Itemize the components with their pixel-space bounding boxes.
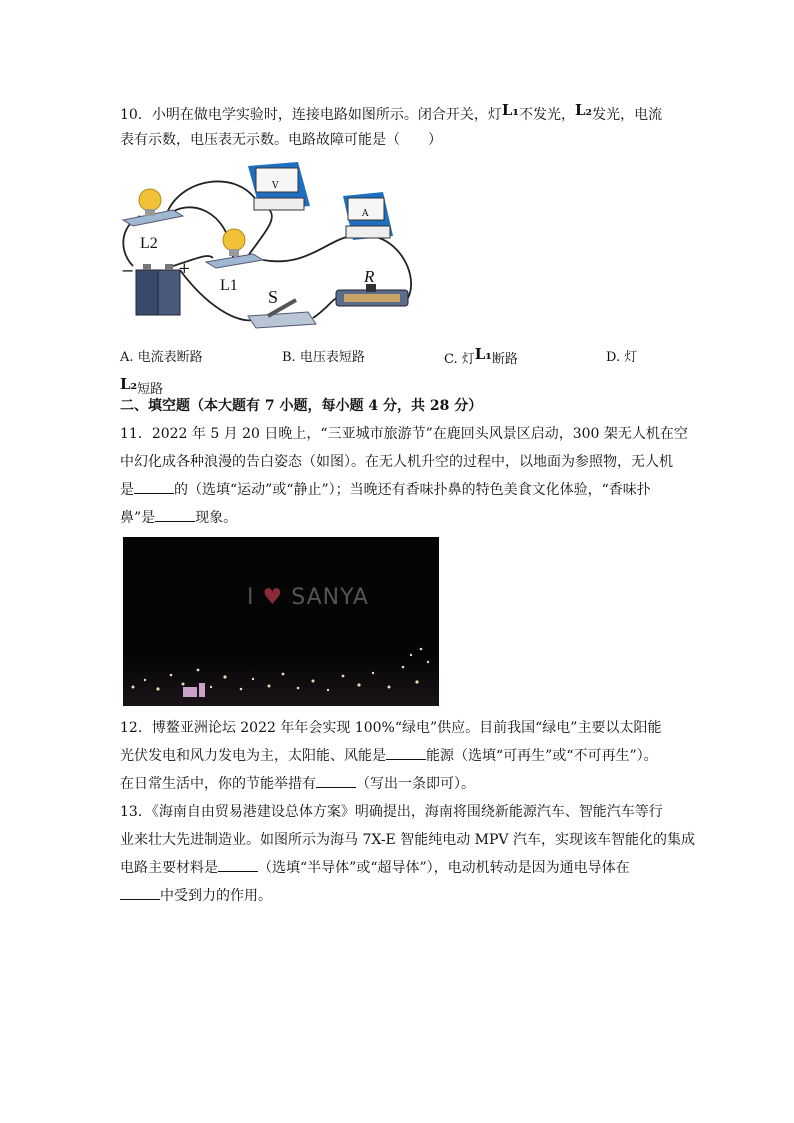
answer-blank[interactable]	[386, 747, 426, 760]
answer-blank[interactable]	[155, 509, 195, 522]
label-L1: L1	[220, 277, 238, 294]
option-d-prefix: D. 灯	[606, 350, 638, 365]
symbol-L2: L₂	[120, 375, 138, 393]
q11-line4	[120, 508, 237, 528]
q10-text-a: 10．小明在做电学实验时，连接电路如图所示。闭合开关，灯	[120, 107, 502, 123]
q11-text-b: 的（选填“运动”或“静止”）；当晚还有香味扑鼻的特色美食文化体验，“香味扑	[174, 482, 651, 498]
bulb-L2	[123, 189, 183, 226]
q11-text-d: 现象。	[195, 510, 238, 526]
q10-text-c: 发光，电流	[592, 107, 663, 123]
q13-text-b: （选填“半导体”或“超导体”），电动机转动是因为通电导体在	[258, 860, 630, 876]
drone-word-sanya: SANYA	[291, 585, 369, 610]
battery	[136, 264, 180, 315]
rheostat	[336, 284, 408, 306]
voltmeter	[248, 162, 310, 210]
q10-line2: 表有示数，电压表无示数。电路故障可能是（ ）	[120, 132, 442, 148]
symbol-L1: L₁	[501, 101, 519, 119]
q12-text-c: 在日常生活中，你的节能举措有	[120, 776, 316, 792]
label-L2: L2	[140, 235, 158, 252]
q10-text-b: 不发光，	[518, 107, 575, 123]
answer-blank[interactable]	[134, 481, 174, 494]
symbol-L2: L₂	[574, 101, 593, 119]
answer-blank[interactable]	[120, 887, 160, 900]
option-d-suffix: 短路	[137, 382, 164, 397]
q13-line4	[120, 886, 272, 906]
option-c-prefix: C. 灯	[444, 352, 475, 367]
q12-text-d: （写出一条即可）。	[356, 776, 475, 792]
q11-text-c: 鼻”是	[120, 510, 156, 526]
q10-line1	[120, 101, 663, 125]
heart-icon: ♥	[262, 585, 284, 610]
q11-text-a: 是	[120, 482, 134, 498]
option-c	[444, 345, 518, 370]
q12-text-a: 光伏发电和风力发电为主，太阳能、风能是	[120, 748, 386, 764]
drone-show-photo	[123, 537, 439, 706]
q11-line3	[120, 480, 651, 500]
label-minus: −	[121, 261, 135, 280]
symbol-L1: L₁	[474, 345, 492, 363]
city-lights	[123, 537, 439, 706]
q11-line2: 中幻化成各种浪漫的告白姿态（如图）。在无人机升空的过程中，以地面为参照物，无人机	[120, 454, 673, 470]
option-a: A. 电流表断路	[120, 350, 203, 365]
q13-line3	[120, 858, 630, 878]
q13-text-a: 电路主要材料是	[120, 860, 218, 876]
label-S: S	[268, 287, 279, 307]
option-c-suffix: 断路	[491, 352, 518, 367]
q13-line1: 13．《海南自由贸易港建设总体方案》明确提出，海南将围绕新能源汽车、智能汽车等行	[120, 804, 663, 820]
ammeter-label: A	[362, 209, 369, 219]
drone-letter-i: I	[247, 585, 255, 610]
label-R: R	[364, 267, 375, 286]
q12-line3	[120, 774, 475, 794]
q12-line2	[120, 746, 658, 766]
q12-line1: 12．博鳌亚洲论坛 2022 年年会实现 100%“绿电”供应。目前我国“绿电”主要以太阳能	[120, 720, 662, 736]
section-heading: 二、填空题（本大题有 7 小题，每小题 4 分，共 28 分）	[120, 398, 483, 414]
switch	[248, 300, 316, 328]
q13-text-c: 中受到力的作用。	[160, 888, 272, 904]
voltmeter-label: V	[272, 181, 279, 191]
label-plus: +	[178, 259, 191, 277]
circuit-diagram	[118, 158, 418, 333]
answer-blank[interactable]	[218, 859, 258, 872]
q11-line1: 11．2022 年 5 月 20 日晚上，“三亚城市旅游节”在鹿回头风景区启动，300 架无人机在空	[120, 426, 688, 442]
q13-line2: 业来壮大先进制造业。如图所示为海马 7X-E 智能纯电动 MPV 汽车，实现该车智能化的集成	[120, 832, 695, 848]
option-b: B. 电压表短路	[282, 350, 365, 365]
q12-text-b: 能源（选填“可再生”或“不可再生”）。	[426, 748, 658, 764]
answer-blank[interactable]	[316, 775, 356, 788]
